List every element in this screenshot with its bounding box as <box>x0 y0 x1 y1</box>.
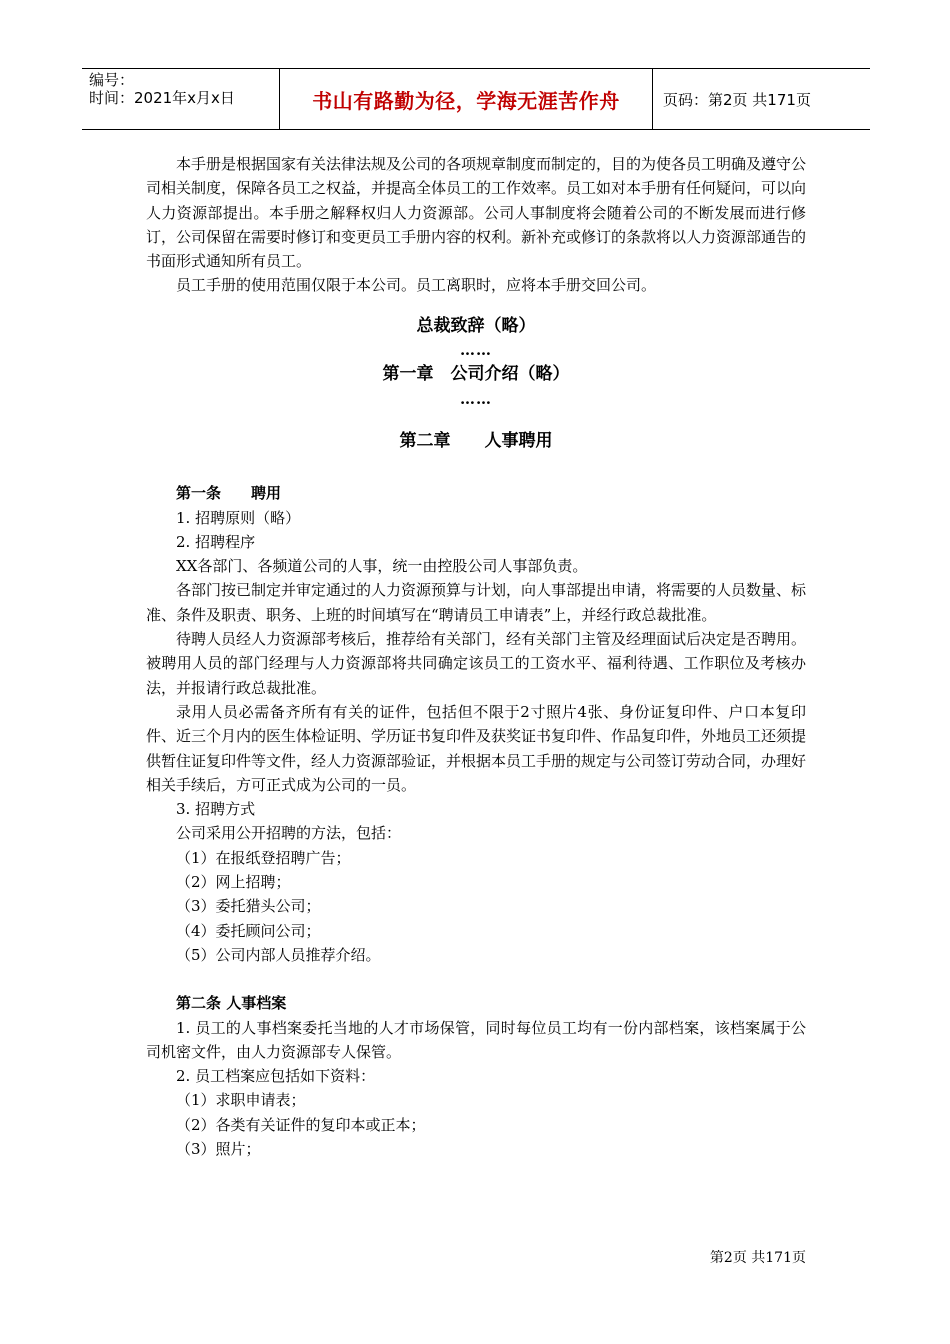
archive-item: （1）求职申请表； <box>176 1091 306 1110</box>
header-motto: 书山有路勤为径，学海无涯苦作舟 <box>312 88 620 113</box>
document-body <box>146 152 806 1161</box>
ellipsis-2: …… <box>460 389 492 408</box>
ellipsis-1: …… <box>460 341 492 360</box>
method-item: （3）委托猎头公司； <box>176 897 321 916</box>
archive-item: （3）照片； <box>176 1139 261 1158</box>
archive-item: （2）各类有关证件的复印本或正本； <box>176 1115 426 1134</box>
method-item: （2）网上招聘； <box>176 873 291 892</box>
method-item: （4）委托顾问公司； <box>176 921 321 940</box>
intro-paragraph-1: 本手册是根据国家有关法律法规及公司的各项规章制度而制定的，目的为使各员工明确及遵守公司相关制度，保障各员工之权益，并提高全体员工的工作效率。员工如对本手册有任何疑问，可以向人力资源部提出。本手册之解释权归人力资源部。公司人事制度将会随着公司的不断发展而进行修订，公司保留在需要时修订和变更员工手册内容的权利。新补充或修订的条款将以人力资源部通告的书面形式通知所有员工。 <box>146 155 807 271</box>
header-number: 编号： <box>89 71 135 89</box>
page-footer: 第2页 共171页 <box>709 1250 806 1266</box>
article-1-item-3: 3. 招聘方式 <box>176 800 256 819</box>
article-1-paragraph-2: 各部门按已制定并审定通过的人力资源预算与计划，向人事部提出申请，将需要的人员数量、标准、条件及职责、职务、上班的时间填写在“聘请员工申请表”上，并经行政总裁批准。 <box>146 581 807 624</box>
article-1-title: 第一条 聘用 <box>176 484 282 503</box>
article-1-paragraph-1: XX各部门、各频道公司的人事，统一由控股公司人事部负责。 <box>176 557 588 576</box>
chapter-2-heading: 第二章 人事聘用 <box>399 430 553 451</box>
page-header <box>82 68 870 130</box>
article-2-paragraph-1: 1. 员工的人事档案委托当地的人才市场保管，同时每位员工均有一份内部档案，该档案属于公司机密文件，由人力资源部专人保管。 <box>146 1018 806 1061</box>
article-1-item-2: 2. 招聘程序 <box>176 532 256 551</box>
header-motto-cell <box>280 69 653 129</box>
method-item: （5）公司内部人员推荐介绍。 <box>176 945 381 964</box>
president-speech-heading: 总裁致辞（略） <box>416 315 536 336</box>
intro-paragraph-2: 员工手册的使用范围仅限于本公司。员工离职时，应将本手册交回公司。 <box>176 276 657 295</box>
header-time: 时间：2021年x月x日 <box>89 89 235 107</box>
article-1-paragraph-5: 公司采用公开招聘的方法，包括： <box>176 824 402 843</box>
article-1-paragraph-3: 待聘人员经人力资源部考核后，推荐给有关部门，经有关部门主管及经理面试后决定是否聘用。被聘用人员的部门经理与人力资源部将共同确定该员工的工资水平、福利待遇、工作职位及考核办法，并报请行政总裁批准。 <box>146 630 807 697</box>
chapter-1-heading: 第一章 公司介绍（略） <box>382 364 570 385</box>
article-1-item-1: 1. 招聘原则（略） <box>176 508 301 527</box>
article-2-paragraph-2: 2. 员工档案应包括如下资料： <box>176 1067 376 1086</box>
article-1-paragraph-4: 录用人员必需备齐所有有关的证件，包括但不限于2寸照片4张、身份证复印件、户口本复印件、近三个月内的医生体检证明、学历证书复印件及获奖证书复印件、作品复印件，外地员工还须提供暂住证复印件等文件，经人力资源部验证，并根据本员工手册的规定与公司签订劳动合同，办理好相关手续后，方可正式成为公司的一员。 <box>146 702 807 794</box>
header-meta <box>82 69 280 129</box>
header-page-number: 页码：第2页 共171页 <box>663 90 811 109</box>
header-page-cell <box>653 69 870 129</box>
article-2-title: 第二条 人事档案 <box>176 994 287 1013</box>
method-item: （1）在报纸登招聘广告； <box>176 848 351 867</box>
